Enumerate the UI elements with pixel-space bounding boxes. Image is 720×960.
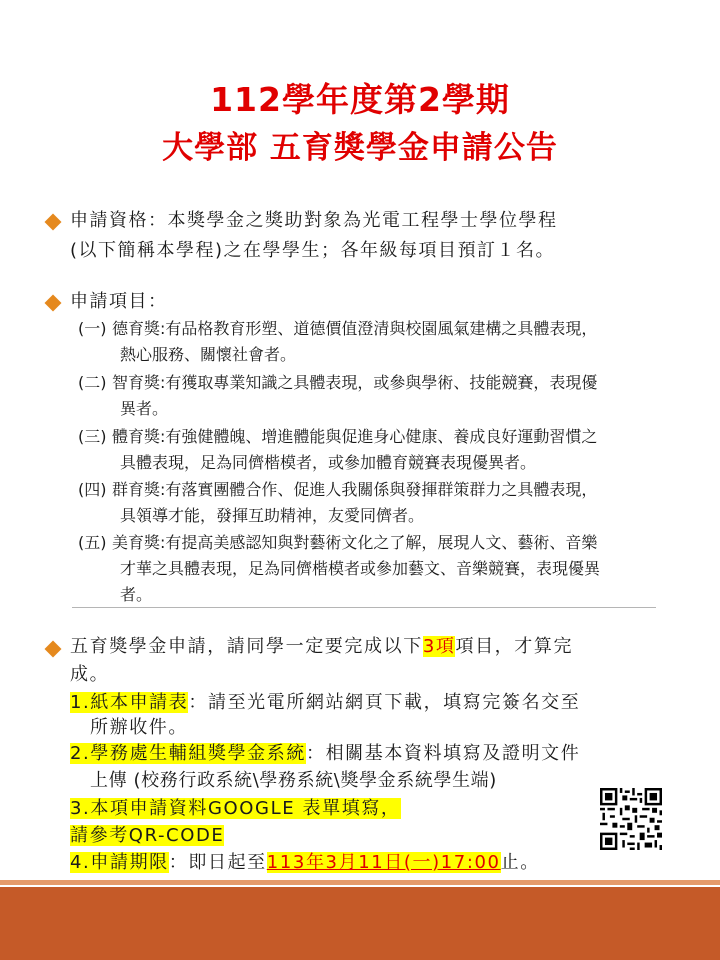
item-text-cont2: 者。: [120, 585, 153, 604]
item-text: 群育獎:有落實團體合作、促進人我關係與發揮群策群力之具體表現，: [112, 480, 598, 499]
step-3-line1: [70, 795, 401, 823]
intro-text: 五育獎學金申請，請同學一定要完成以下: [70, 636, 423, 657]
step-4-end: 止。: [500, 852, 540, 873]
qr-code-icon[interactable]: [600, 788, 662, 850]
list-item: [78, 424, 698, 476]
step-1-cont: 所辦收件。: [90, 717, 188, 738]
item-text-cont: 具領導才能，發揮互助精神，友愛同儕者。: [120, 506, 425, 525]
step-1-label: 1.紙本申請表: [70, 692, 189, 713]
application-intro-line2: 成。: [70, 664, 110, 685]
item-number: (一): [78, 319, 107, 338]
diamond-bullet-icon: [45, 295, 62, 312]
step-4: [70, 849, 540, 877]
page-title: 112學年度第2學期: [210, 80, 510, 119]
step-2-label: 2.學務處生輔組獎學金系統: [70, 743, 306, 764]
intro-count: 3項: [422, 636, 456, 657]
step-1-text: ：請至光電所網站網頁下載，填寫完簽名交至: [188, 692, 581, 713]
list-item: [78, 370, 698, 422]
footer-bar: [0, 887, 720, 960]
page-subtitle: 大學部 五育獎學金申請公告: [162, 130, 558, 166]
list-item: [78, 530, 698, 608]
step-3-text2: 請參考QR-CODE: [70, 825, 225, 846]
eligibility-line2: (以下簡稱本學程)之在學學生；各年級每項目預訂１名。: [70, 240, 556, 261]
step-1: [70, 689, 580, 717]
step-3-text: 3.本項申請資料GOOGLE 表單填寫，: [70, 798, 401, 819]
item-text: 德育獎:有品格教育形塑、道德價值澄清與校園風氣建構之具體表現，: [112, 319, 598, 338]
item-text: 體育獎:有強健體魄、增進體能與促進身心健康、養成良好運動習慣之: [112, 427, 598, 446]
item-number: (二): [78, 373, 107, 392]
step-2-text: ：相關基本資料填寫及證明文件: [305, 743, 581, 764]
item-text: 美育獎:有提高美感認知與對藝術文化之了解，展現人文、藝術、音樂: [112, 533, 598, 552]
divider: [72, 607, 656, 608]
step-2: [70, 740, 580, 768]
step-2-cont: 上傳 (校務行政系統\學務系統\獎學金系統學生端): [90, 770, 497, 791]
item-text-cont: 具體表現，足為同儕楷模者，或參加體育競賽表現優異者。: [120, 453, 537, 472]
list-item: [78, 477, 698, 529]
list-item: [78, 316, 698, 368]
item-number: (三): [78, 427, 107, 446]
diamond-bullet-icon: [45, 214, 62, 231]
application-intro: [70, 633, 573, 661]
item-number: (四): [78, 480, 107, 499]
step-3-line2: [70, 822, 224, 850]
items-heading: 申請項目：: [70, 291, 168, 312]
item-number: (五): [78, 533, 107, 552]
item-text: 智育獎:有獲取專業知識之具體表現，或參與學術、技能競賽，表現優: [112, 373, 598, 392]
item-text-cont: 異者。: [120, 399, 169, 418]
deadline-date: 113年3月11日(一)17:00: [266, 852, 501, 873]
item-text-cont: 才華之具體表現，足為同儕楷模者或參加藝文、音樂競賽，表現優異: [120, 559, 601, 578]
diamond-bullet-icon: [45, 641, 62, 658]
step-4-mid: ：即日起至: [168, 852, 267, 873]
step-4-label: 4.申請期限: [70, 852, 169, 873]
item-text-cont: 熱心服務、關懷社會者。: [120, 345, 297, 364]
eligibility-line1: 申請資格：本獎學金之獎助對象為光電工程學士學位學程: [70, 210, 558, 231]
intro-text-end: 項目，才算完: [455, 636, 574, 657]
